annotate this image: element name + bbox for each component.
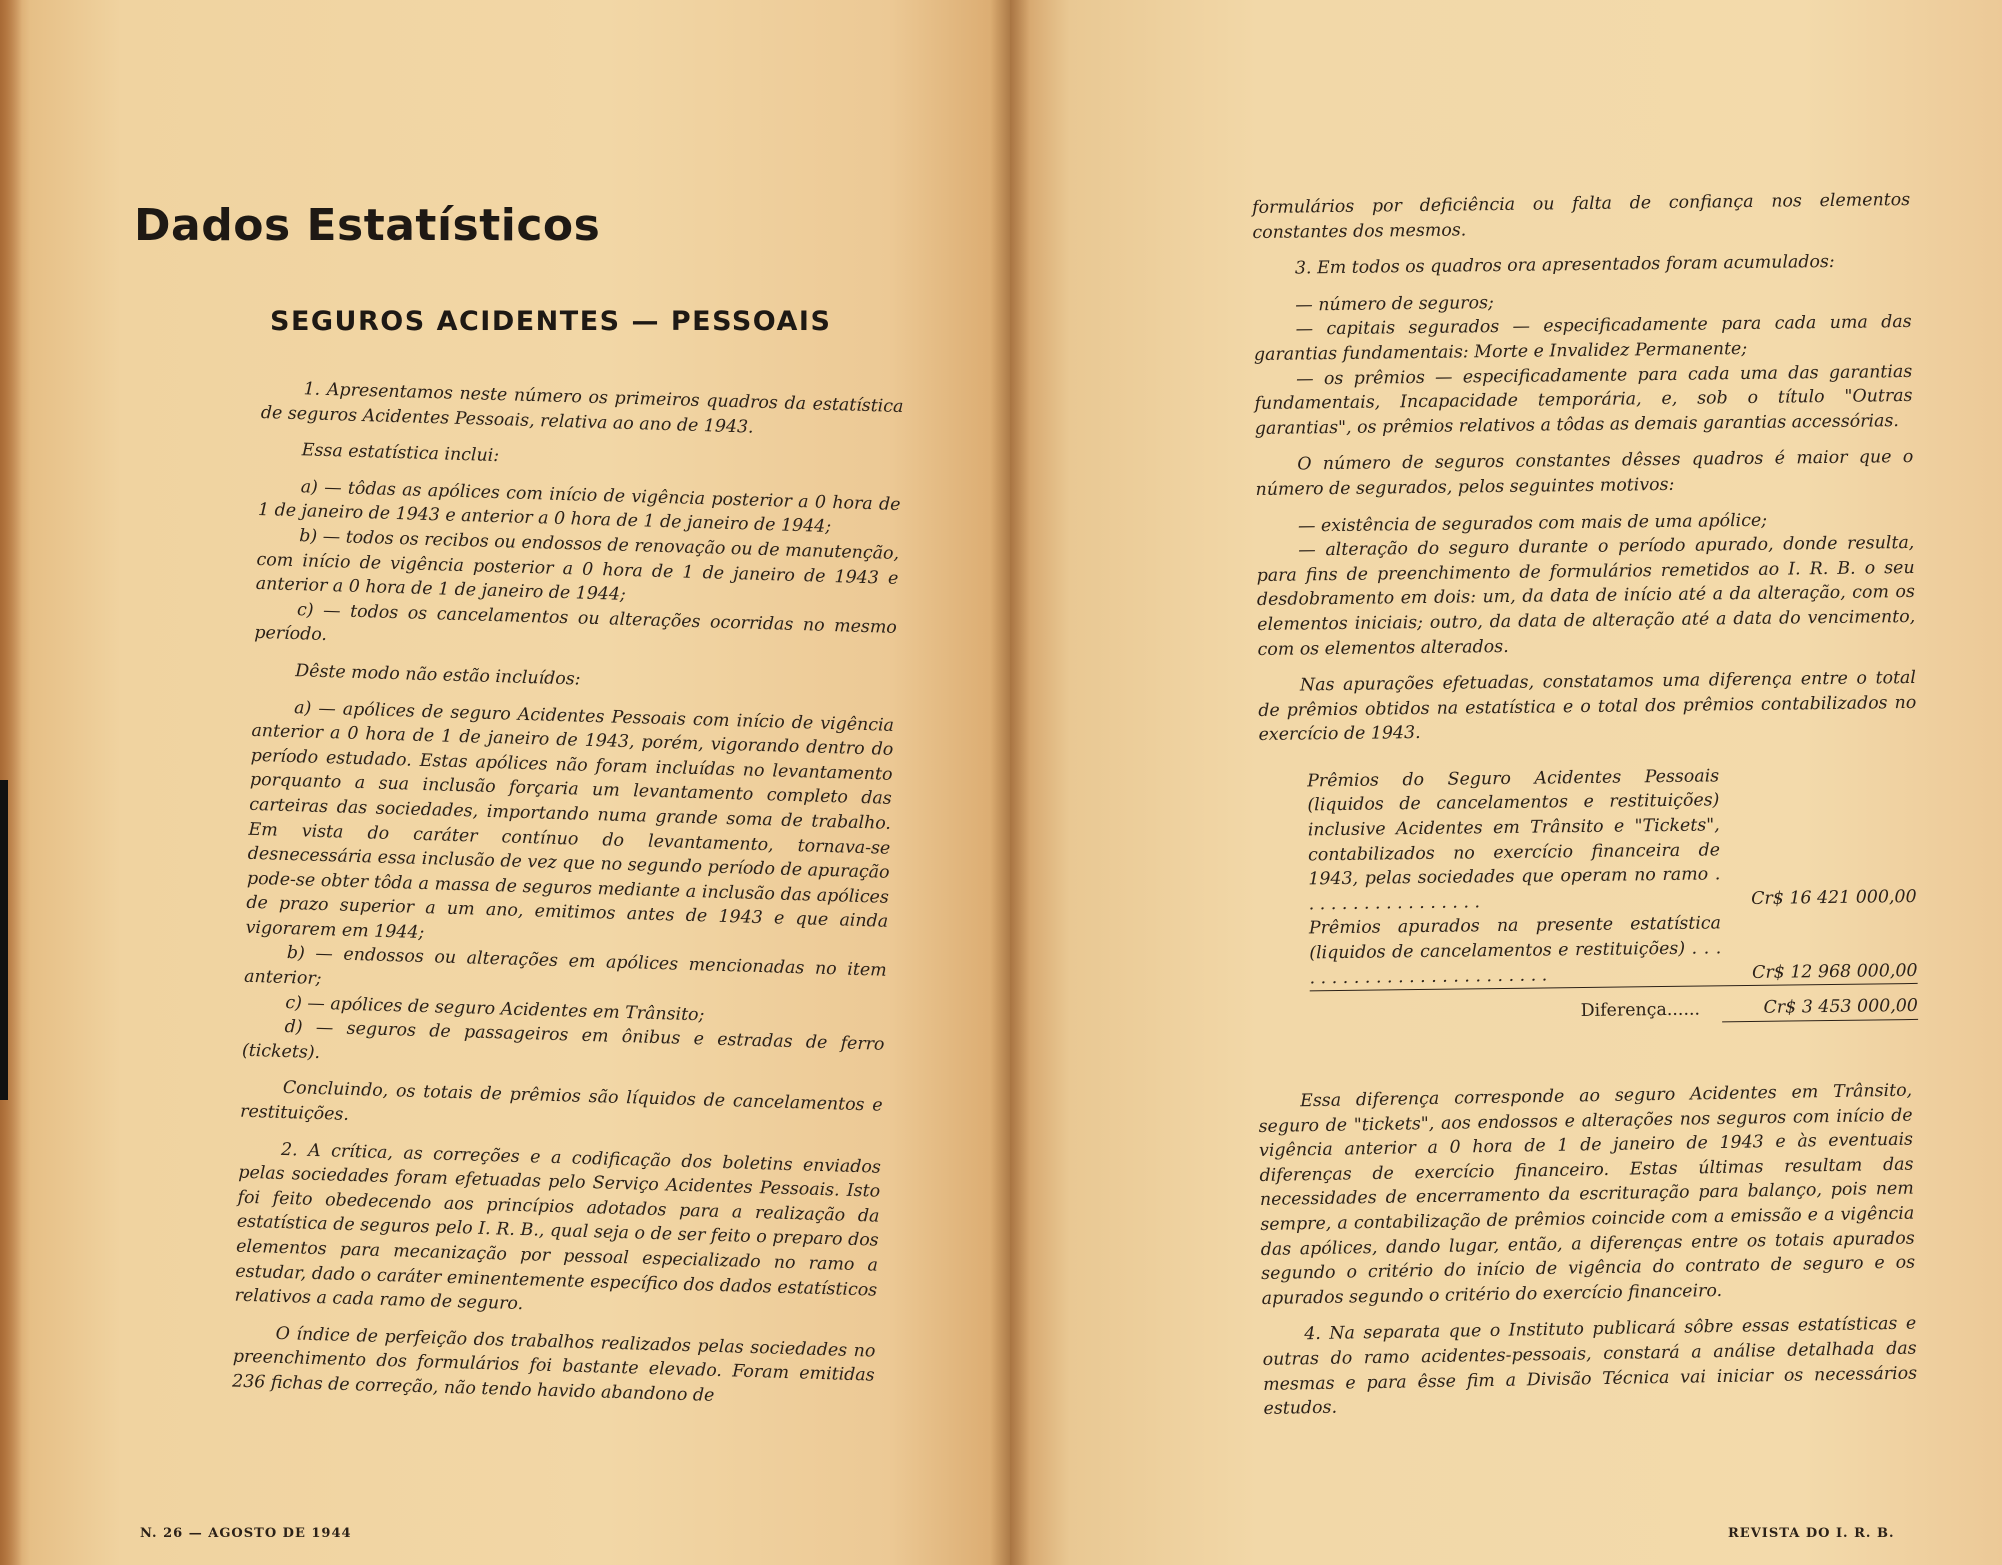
row-description: Prêmios apurados na presente estatística (liquidos de cancelamentos e restituições) . . . . . . . . . . . . . . . . . . . . . . . . . bbox=[1308, 913, 1722, 988]
paragraph: O índice de perfeição dos trabalhos realizados pelas sociedades no preenchimento dos formulários foi bastante elevado. Foram emitidas 236 fichas de correção, não tendo havido abandono de bbox=[231, 1323, 876, 1406]
list-item: b) — todos os recibos ou endossos de renovação ou de manutenção, com início de vigência posterior a 0 hora de 1 de janeiro de 1943 e anterior a 0 hora de 1 de janeiro de 1944; bbox=[255, 526, 900, 606]
paragraph: 2. A crítica, as correções e a codificação dos boletins enviados pelas sociedades foram efetuadas pelo Serviço Acidentes Pessoais. Isto foi feito obedecendo aos princípios adotados para a realização da estatística de seguros pelo I. R. B., qual seja o de ser feito o preparo dos elementos para mecanização por pessoal especializado no ramo a estudar, dado o caráter eminentemente específico dos dados estatísticos relativos a cada ramo de seguro. bbox=[234, 1139, 882, 1315]
paragraph: Essa estatística inclui: bbox=[301, 440, 500, 467]
table-row-total bbox=[1310, 994, 1918, 1027]
table-row bbox=[1307, 762, 1917, 917]
page-footer-left: N. 26 — AGOSTO DE 1944 bbox=[140, 1526, 352, 1541]
row-value: Cr$ 16 421 000,00 bbox=[1751, 886, 1917, 909]
paragraph: O número de seguros constantes dêsses quadros é maior que o número de segurados, pelos seguintes motivos: bbox=[1255, 447, 1914, 500]
list-item: a) — tôdas as apólices com início de vigência posterior a 0 hora de 1 de janeiro de 1943 e anterior a 0 hora de 1 de janeiro de 1944; bbox=[257, 476, 901, 538]
row-description: Prêmios do Seguro Acidentes Pessoais (liquidos de cancelamentos e restituições) inclusive Acidentes em Trânsito e "Tickets", contabilizados no exercício financeira de 1943, pelas sociedades que operam no ramo . . . . . . . . . . . . . . . . . bbox=[1307, 766, 1721, 915]
right-text-column-bottom bbox=[1258, 1079, 1918, 1422]
list-item: d) — seguros de passageiros em ônibus e estradas de ferro (tickets). bbox=[241, 1017, 885, 1063]
list-item: — os prêmios — especificadamente para cada uma das garantias fundamentais, Incapacidade temporária, e, sob o título "Outras garantias", os prêmios relativos a tôdas as demais garantias accessórias. bbox=[1254, 361, 1913, 439]
paragraph: formulários por deficiência ou falta de confiança nos elementos constantes dos mesmos. bbox=[1252, 189, 1911, 243]
paragraph: Nas apurações efetuadas, constatamos uma diferença entre o total de prêmios obtidos na estatística e o total dos prêmios contabilizados no exercício de 1943. bbox=[1258, 668, 1917, 746]
difference-value: Cr$ 3 453 000,00 bbox=[1722, 994, 1918, 1022]
paragraph: Dêste modo não estão incluídos: bbox=[294, 661, 581, 690]
paragraph: Essa diferença corresponde ao seguro Acidentes em Trânsito, seguro de "tickets", aos endossos e alterações nos seguros com início de vigência anterior a 0 hora de 1 de janeiro de 1943 e às eventuais diferenças de exercício financeiro. Estas últimas resultam das necessidades de encerramento da escrituração para balanço, pois nem sempre, a contabilização de prêmios coincide com a emissão e a vigência das apólices, dando lugar, então, a diferenças entre os totais apurados segundo o critério do início de vigência do contrato de seguro e os apurados segundo o critério do exercício financeiro. bbox=[1258, 1080, 1916, 1309]
paragraph: 1. Apresentamos neste número os primeiros quadros da estatística de seguros Acidentes Pessoais, relativa ao ano de 1943. bbox=[260, 379, 904, 438]
paragraph: 3. Em todos os quadros ora apresentados foram acumulados: bbox=[1294, 252, 1835, 279]
list-item: b) — endossos ou alterações em apólices mencionadas no item anterior; bbox=[243, 943, 887, 990]
book-gutter bbox=[990, 0, 1030, 1565]
difference-label: Diferença...... bbox=[1580, 999, 1701, 1022]
paragraph: Concluindo, os totais de prêmios são líquidos de cancelamentos e restituições. bbox=[239, 1078, 883, 1125]
list-item: — existência de segurados com mais de uma apólice; bbox=[1297, 510, 1768, 536]
list-item: — capitais segurados — especificadamente para cada uma das garantias fundamentais: Morte e Invalidez Permanente; bbox=[1253, 312, 1912, 365]
list-item: — alteração do seguro durante o período apurado, donde resulta, para fins de preenchimento de formulários remetidos ao I. R. B. o seu desdobramento em dois: um, da data de início até a da alteração, com os elementos iniciais; outro, da data de alteração até a data do vencimento, com os elementos alterados. bbox=[1256, 533, 1916, 660]
page-title: Dados Estatísticos bbox=[134, 200, 601, 251]
right-text-column bbox=[1252, 188, 1920, 1038]
background-strip bbox=[0, 780, 8, 1100]
list-item: c) — apólices de seguro Acidentes em Trânsito; bbox=[285, 992, 705, 1026]
list-item: c) — todos os cancelamentos ou alterações ocorridas no mesmo período. bbox=[254, 599, 898, 646]
list-item: a) — apólices de seguro Acidentes Pessoais com início de vigência anterior a 0 hora de 1 de janeiro de 1943, porém, vigorando dentro do período estudado. Estas apólices não foram incluídas no levantamento porquanto a sua inclusão forçaria um levantamento completo das carteiras das sociedades, importando numa grande soma de trabalho. Em vista do caráter contínuo do levantamento, tornava-se desnecessária essa inclusão de vez que no segundo período de apuração pode-se obter tôda a massa de seguros mediante a inclusão das apólices de prazo superior a um ano, emitimos antes de 1943 e que ainda vigorarem em 1944; bbox=[245, 697, 895, 943]
list-item: — número de seguros; bbox=[1295, 292, 1494, 316]
row-value: Cr$ 12 968 000,00 bbox=[1751, 960, 1918, 983]
left-text-column bbox=[232, 376, 904, 1413]
section-subtitle: SEGUROS ACIDENTES — PESSOAIS bbox=[270, 306, 832, 337]
premium-table bbox=[1307, 762, 1918, 1027]
paragraph: 4. Na separata que o Instituto publicará sôbre essas estatísticas e outras do ramo acidentes-pessoais, constará a análise detalhada das mesmas e para êsse fim a Divisão Técnica vai iniciar os necessários estudos. bbox=[1262, 1313, 1918, 1420]
table-row bbox=[1309, 909, 1918, 991]
page-footer-right: REVISTA DO I. R. B. bbox=[1728, 1526, 1895, 1541]
